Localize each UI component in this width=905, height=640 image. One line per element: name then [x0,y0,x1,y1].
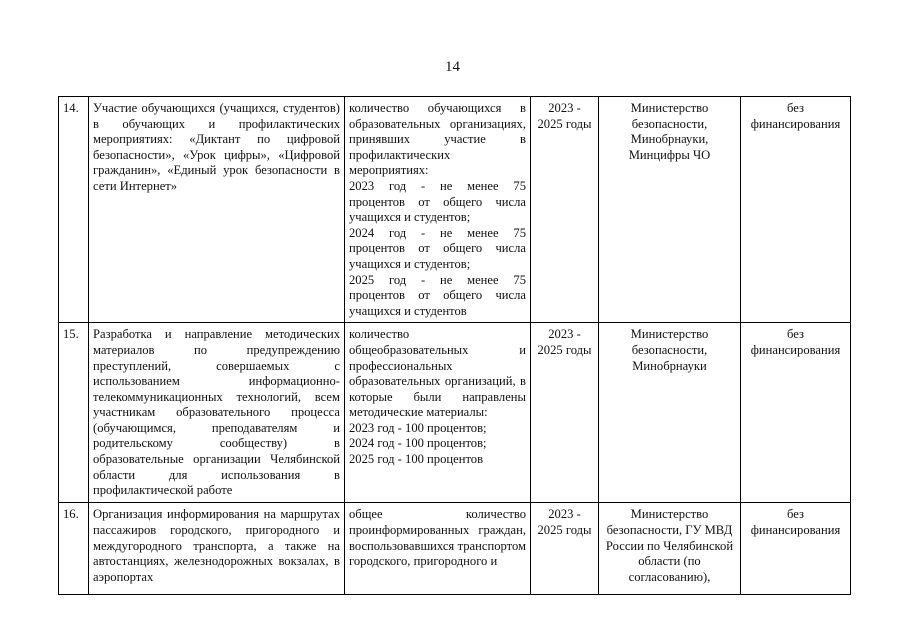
table-row [59,323,851,503]
indicator-line: 2025 год - 100 процентов [349,452,484,467]
period-cell: 2023 - 2025 годы [531,97,599,323]
indicator-line: 2023 год - 100 процентов; [349,420,487,435]
financing-cell: без финансирования [741,323,851,503]
indicator-line: 2023 год - не менее 75 процентов от общего числа учащихся и студентов; [349,178,526,225]
financing-cell: без финансирования [741,97,851,323]
indicator-line: 2025 год - не менее 75 процентов от общего числа учащихся и студентов [349,272,526,318]
indicator-cell [345,323,531,503]
page-number: 14 [445,59,460,75]
executors-cell: Министерство безопасности, Минобрнауки, Минцифры ЧО [599,97,741,323]
table-row [59,503,851,595]
measure-description: Участие обучающихся (учащихся, студентов) в обучающих и профилактических мероприятиях: «Диктант по цифровой безопасности», «Урок цифры», «Цифровой гражданин», «Единый урок безопасности в сети Интернет» [89,97,345,323]
financing-cell: без финансирования [741,503,851,595]
indicator-line: количество общеобразовательных и профессиональных образовательных организаций, в которые были направлены методические материалы: [349,327,526,420]
indicator-cell [345,97,531,323]
row-number: 16. [59,503,89,595]
measure-description: Разработка и направление методических материалов по предупреждению преступлений, совершаемых с использованием информационно-телекоммуникационных технологий, всем участникам образовательного процесса (обучающимся, преподавателям и родительскому сообществу) в образовательные организации Челябинской области для использования в профилактической работе [89,323,345,503]
row-number: 15. [59,323,89,503]
measure-description: Организация информирования на маршрутах пассажиров городского, пригородного и междугородного транспорта, а также на автостанциях, железнодорожных вокзалах, в аэропортах [89,503,345,595]
executors-cell: Министерство безопасности, ГУ МВД России по Челябинской области (по согласованию), [599,503,741,595]
period-cell: 2023 - 2025 годы [531,503,599,595]
indicator-line: общее количество проинформированных граждан, воспользовавшихся транспортом городского, пригородного и [349,507,526,569]
indicator-cell [345,503,531,595]
period-cell: 2023 - 2025 годы [531,323,599,503]
measures-table [58,96,851,595]
indicator-line: 2024 год - не менее 75 процентов от общего числа учащихся и студентов; [349,225,526,271]
executors-cell: Министерство безопасности, Минобрнауки [599,323,741,503]
row-number: 14. [59,97,89,323]
indicator-line: 2024 год - 100 процентов; [349,436,487,451]
indicator-line: количество обучающихся в образовательных организациях, принявших участие в профилактических мероприятиях: [349,101,526,178]
table-row [59,97,851,323]
